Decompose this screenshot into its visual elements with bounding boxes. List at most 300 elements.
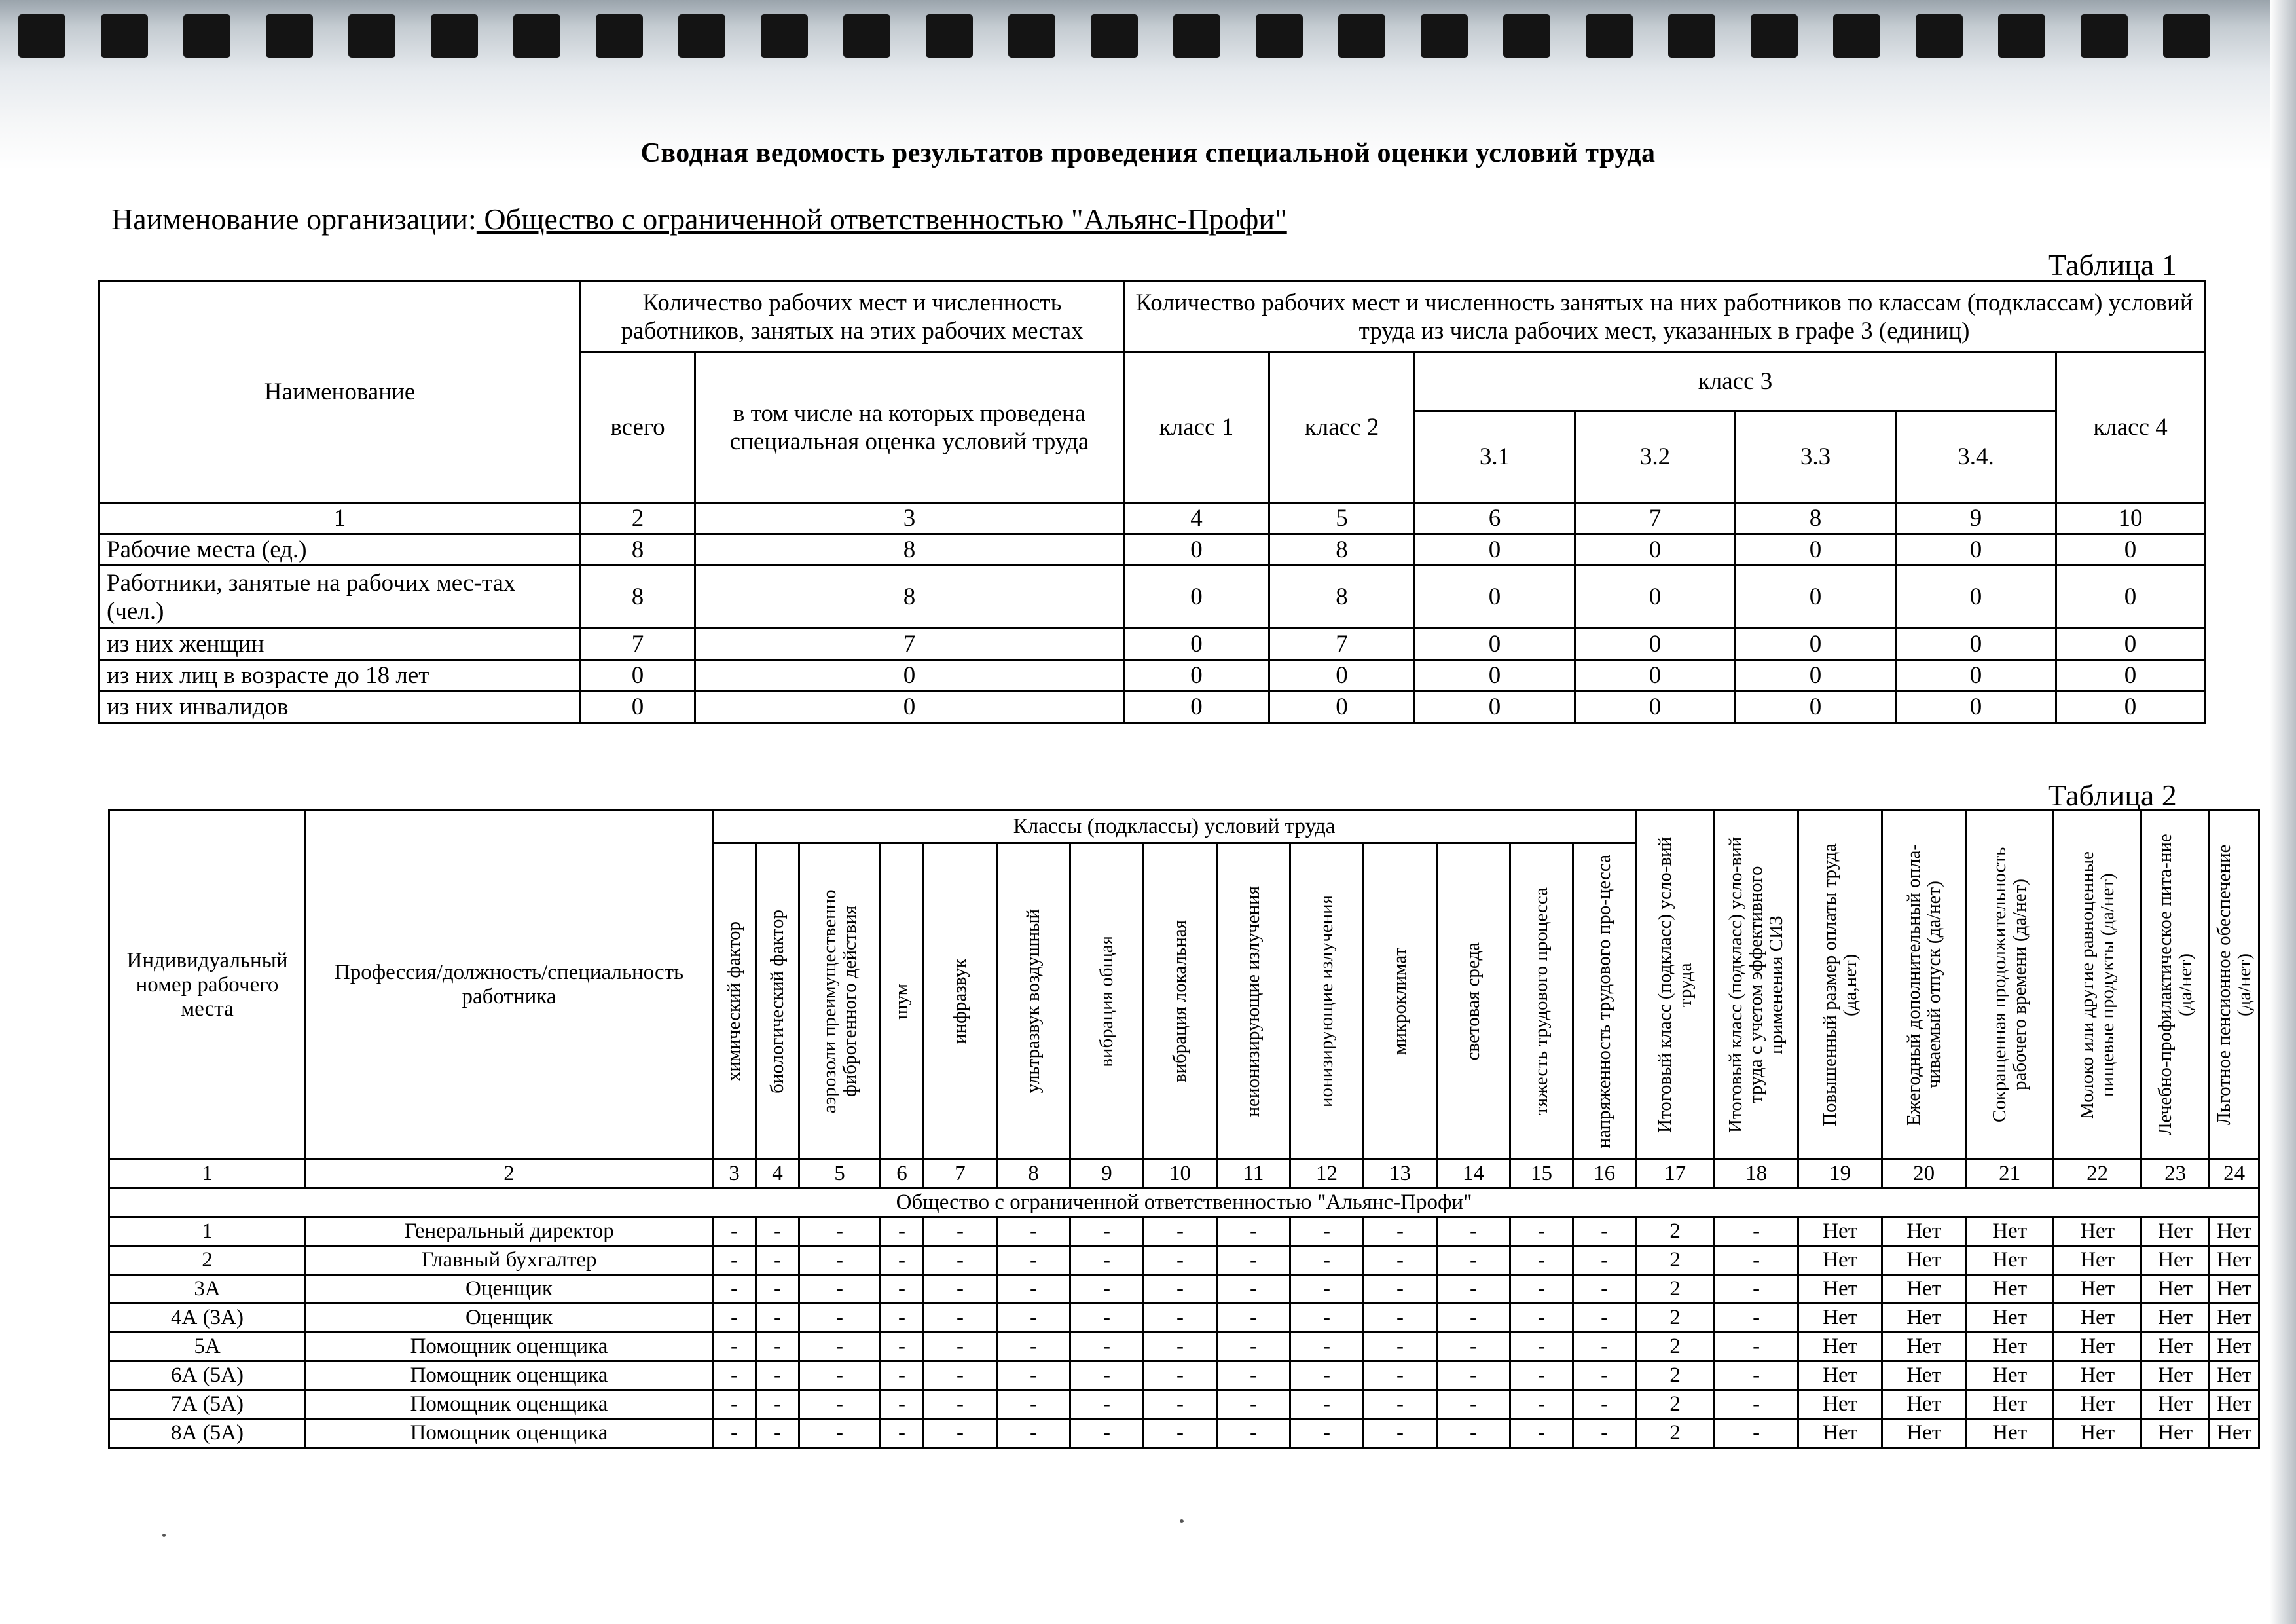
t2-header-id: Индивидуальный номер рабочего места (109, 811, 306, 1160)
t1-cell: 0 (1575, 692, 1736, 723)
t2-table-row (109, 1275, 2259, 1304)
t2-cell: Нет (1798, 1361, 1882, 1390)
t2-cell: Нет (2054, 1333, 2141, 1361)
t1-header-assessed: в том числе на которых проведена специальная оценка условий труда (695, 352, 1124, 503)
t2-column-number: 21 (1966, 1160, 2054, 1189)
t2-cell: - (1144, 1419, 1217, 1448)
t1-cell: 0 (1575, 629, 1736, 660)
t2-cell: Нет (2210, 1217, 2259, 1246)
t2-cell: Нет (2054, 1361, 2141, 1390)
t2-header-factor (1573, 843, 1636, 1160)
t2-row-id: 5А (109, 1333, 306, 1361)
t2-header-factor (924, 843, 997, 1160)
t2-cell: 2 (1636, 1333, 1715, 1361)
t1-column-number: 5 (1269, 503, 1415, 534)
t2-column-number: 7 (924, 1160, 997, 1189)
t2-header-factor-wrap (1146, 920, 1214, 1082)
t2-column-number: 24 (2210, 1160, 2259, 1189)
t2-cell: - (1573, 1275, 1636, 1304)
t2-header-factor-text: химический фактор (723, 921, 744, 1081)
binding-ring (348, 14, 395, 58)
t2-cell: - (713, 1333, 756, 1361)
t2-cell: Нет (1882, 1217, 1966, 1246)
binding-ring (1421, 14, 1468, 58)
t1-row-name: из них женщин (100, 629, 581, 660)
t2-cell: Нет (1882, 1246, 1966, 1275)
t2-cell: - (924, 1390, 997, 1419)
t1-cell: 0 (1415, 534, 1575, 566)
t1-table-row (100, 566, 2205, 629)
t2-cell: - (1437, 1361, 1510, 1390)
t2-header-classes-group: Классы (подклассы) условий труда (713, 811, 1636, 843)
t1-cell: 0 (581, 660, 695, 692)
t2-cell: Нет (1966, 1275, 2054, 1304)
t2-cell: - (799, 1419, 881, 1448)
t2-header-extra-text: Лечебно-профилактическое пита-ние (да/нет) (2154, 834, 2196, 1136)
binding-ring (596, 14, 643, 58)
t2-cell: 2 (1636, 1361, 1715, 1390)
t2-column-number: 16 (1573, 1160, 1636, 1189)
t2-row-id: 3А (109, 1275, 306, 1304)
t2-header-factor-wrap (801, 844, 878, 1158)
t2-cell: Нет (2141, 1390, 2210, 1419)
t2-header-factor-wrap (1072, 936, 1141, 1067)
t1-cell: 0 (1736, 660, 1896, 692)
t2-cell: - (1290, 1361, 1364, 1390)
t1-cell: 0 (581, 692, 695, 723)
t2-cell: - (1715, 1217, 1798, 1246)
t2-cell: - (1217, 1304, 1290, 1333)
t2-cell: - (1573, 1333, 1636, 1361)
t2-cell: - (997, 1333, 1070, 1361)
t1-cell: 0 (1736, 629, 1896, 660)
t2-header-extra-text: Сокращенная продолжительность рабочего времени (да/нет) (1988, 847, 2030, 1123)
t2-header-extra (1882, 811, 1966, 1160)
t1-cell: 0 (1896, 534, 2056, 566)
t2-cell: - (1144, 1333, 1217, 1361)
t2-cell: Нет (2141, 1419, 2210, 1448)
binding-ring (926, 14, 973, 58)
organization-label: Наименование организации: (111, 202, 477, 236)
t2-cell: - (1290, 1304, 1364, 1333)
t2-cell: - (756, 1419, 799, 1448)
t2-row-profession: Помощник оценщика (306, 1419, 713, 1448)
t2-cell: - (1510, 1246, 1573, 1275)
t2-cell: - (1715, 1390, 1798, 1419)
t2-cell: Нет (2141, 1246, 2210, 1275)
t1-cell: 0 (2056, 629, 2205, 660)
t2-cell: 2 (1636, 1419, 1715, 1448)
t2-header-factor (997, 843, 1070, 1160)
t2-cell: - (756, 1304, 799, 1333)
t2-header-factor-text: шум (891, 983, 912, 1020)
t1-column-number: 2 (581, 503, 695, 534)
t2-row-id: 8А (5А) (109, 1419, 306, 1448)
t2-cell: Нет (1966, 1361, 2054, 1390)
t2-header-factor-wrap (1292, 895, 1361, 1107)
t2-header-factor-wrap (883, 984, 921, 1020)
t2-header-extra (1966, 811, 2054, 1160)
t2-cell: - (1364, 1390, 1437, 1419)
t1-column-number: 3 (695, 503, 1124, 534)
t2-cell: - (756, 1217, 799, 1246)
t2-table-row (109, 1246, 2259, 1275)
t1-table-row (100, 660, 2205, 692)
t2-cell: - (1510, 1390, 1573, 1419)
t2-header-factor-text: неионизирующие излучения (1243, 885, 1264, 1117)
t1-cell: 0 (1269, 660, 1415, 692)
t2-cell: - (1715, 1304, 1798, 1333)
t1-header-class1: класс 1 (1124, 352, 1269, 503)
t2-cell: - (924, 1304, 997, 1333)
t2-header-extra-text: Ежегодный дополнительный опла-чиваемый отпуск (да/нет) (1903, 843, 1944, 1126)
binding-ring (1008, 14, 1055, 58)
t2-table-row (109, 1333, 2259, 1361)
t2-cell: - (1437, 1333, 1510, 1361)
t2-header-factor-wrap (1439, 942, 1508, 1060)
t2-column-number: 5 (799, 1160, 881, 1189)
t2-cell: Нет (1882, 1361, 1966, 1390)
t2-cell: 2 (1636, 1246, 1715, 1275)
t2-column-number: 19 (1798, 1160, 1882, 1189)
t2-column-number: 13 (1364, 1160, 1437, 1189)
t2-org-row: Общество с ограниченной ответственностью "Альянс-Профи" (109, 1189, 2259, 1217)
t2-cell: - (1070, 1275, 1144, 1304)
t2-header-factor-text: аэрозоли преимущественно фиброгенного действия (818, 889, 860, 1113)
t2-cell: Нет (2210, 1246, 2259, 1275)
t2-cell: - (713, 1390, 756, 1419)
t2-row-id: 4А (3А) (109, 1304, 306, 1333)
t1-cell: 0 (1575, 660, 1736, 692)
binding-ring (1833, 14, 1880, 58)
t2-cell: Нет (2210, 1361, 2259, 1390)
t2-cell: - (1144, 1217, 1217, 1246)
t2-header-factor (756, 843, 799, 1160)
t2-header-factor-text: световая среда (1463, 942, 1484, 1061)
t2-cell: Нет (1966, 1419, 2054, 1448)
t1-row-name: из них лиц в возрасте до 18 лет (100, 660, 581, 692)
t2-cell: - (1437, 1304, 1510, 1333)
t1-cell: 0 (1896, 566, 2056, 629)
t2-cell: - (756, 1333, 799, 1361)
t2-cell: - (1070, 1246, 1144, 1275)
t2-column-number: 12 (1290, 1160, 1364, 1189)
t1-column-number: 6 (1415, 503, 1575, 534)
t1-cell: 8 (1269, 534, 1415, 566)
t2-column-number: 20 (1882, 1160, 1966, 1189)
t1-column-number: 8 (1736, 503, 1896, 534)
t1-cell: 0 (1415, 566, 1575, 629)
t2-cell: - (713, 1275, 756, 1304)
t2-row-profession: Генеральный директор (306, 1217, 713, 1246)
t2-cell: - (1364, 1361, 1437, 1390)
t2-header-extra-wrap (1800, 828, 1880, 1142)
t2-cell: - (1070, 1390, 1144, 1419)
t2-cell: Нет (2054, 1275, 2141, 1304)
t2-cell: - (1070, 1361, 1144, 1390)
t2-column-number: 14 (1437, 1160, 1510, 1189)
t2-cell: - (1510, 1333, 1573, 1361)
binding-ring (18, 14, 65, 58)
t1-header-classes-group: Количество рабочих мест и численность занятых на них работников по классам (подклассам) условий труда из числа рабочих мест, указанных в графе 3 (единиц) (1124, 282, 2205, 352)
t2-cell: - (1510, 1304, 1573, 1333)
t2-cell: - (756, 1361, 799, 1390)
t1-row-name: Работники, занятые на рабочих мес-тах (чел.) (100, 566, 581, 629)
t2-cell: Нет (1966, 1246, 2054, 1275)
t2-cell: - (881, 1390, 924, 1419)
t2-cell: - (1217, 1419, 1290, 1448)
t2-cell: - (713, 1304, 756, 1333)
t2-row-profession: Помощник оценщика (306, 1333, 713, 1361)
t1-column-numbers-row (100, 503, 2205, 534)
t2-header-factor (881, 843, 924, 1160)
t2-column-number: 2 (306, 1160, 713, 1189)
t2-header-factor-text: вибрация локальная (1169, 919, 1190, 1083)
t2-header-factor (799, 843, 881, 1160)
binding-ring (1338, 14, 1385, 58)
t1-cell: 0 (2056, 566, 2205, 629)
t2-row-profession: Оценщик (306, 1304, 713, 1333)
binding-ring (183, 14, 230, 58)
t2-cell: - (1715, 1361, 1798, 1390)
t2-cell: - (1290, 1419, 1364, 1448)
t2-cell: - (881, 1217, 924, 1246)
t2-cell: - (1290, 1217, 1364, 1246)
binding-ring (1091, 14, 1138, 58)
t2-cell: - (713, 1246, 756, 1275)
t2-cell: Нет (1798, 1246, 1882, 1275)
t2-cell: Нет (2054, 1246, 2141, 1275)
t2-cell: - (1217, 1390, 1290, 1419)
t2-table-row (109, 1419, 2259, 1448)
t2-cell: - (1437, 1419, 1510, 1448)
t2-cell: - (799, 1217, 881, 1246)
t2-cell: - (924, 1333, 997, 1361)
t2-cell: - (799, 1275, 881, 1304)
t2-header-factor (1070, 843, 1144, 1160)
t2-row-profession: Помощник оценщика (306, 1361, 713, 1390)
t2-cell: - (881, 1246, 924, 1275)
t2-header-extra-text: Итоговый класс (подкласс) усло-вий труда с учетом эффективного применения СИЗ (1725, 836, 1787, 1134)
t2-cell: Нет (1966, 1304, 2054, 1333)
binding-ring (761, 14, 808, 58)
t2-header-factor-wrap (1512, 887, 1571, 1115)
binding-ring (1256, 14, 1303, 58)
t2-header-extra-wrap (1717, 828, 1796, 1142)
binding-ring (678, 14, 725, 58)
t1-column-number: 10 (2056, 503, 2205, 534)
t2-cell: - (881, 1419, 924, 1448)
t1-table-row (100, 692, 2205, 723)
t2-cell: Нет (2054, 1304, 2141, 1333)
t1-table-row (100, 534, 2205, 566)
t2-cell: - (799, 1361, 881, 1390)
t2-header-extra (2141, 811, 2210, 1160)
t2-cell: Нет (2054, 1390, 2141, 1419)
t1-cell: 8 (695, 566, 1124, 629)
t2-cell: - (799, 1304, 881, 1333)
t2-cell: - (1510, 1275, 1573, 1304)
t2-cell: Нет (1798, 1304, 1882, 1333)
t1-cell: 0 (1124, 692, 1269, 723)
binding-ring (1751, 14, 1798, 58)
scan-speck (162, 1534, 166, 1537)
t2-cell: - (1144, 1390, 1217, 1419)
t1-cell: 0 (1269, 692, 1415, 723)
t1-header-class4: класс 4 (2056, 352, 2205, 503)
t2-cell: - (997, 1246, 1070, 1275)
t2-cell: - (1217, 1361, 1290, 1390)
t1-cell: 0 (1736, 534, 1896, 566)
t2-cell: - (1144, 1361, 1217, 1390)
t2-header-extra-wrap (2212, 828, 2257, 1142)
t2-row-profession: Помощник оценщика (306, 1390, 713, 1419)
t2-cell: Нет (2210, 1419, 2259, 1448)
t2-header-factor (1364, 843, 1437, 1160)
t2-row-id: 6А (5А) (109, 1361, 306, 1390)
t2-column-number: 18 (1715, 1160, 1798, 1189)
t2-header-factor-wrap (926, 959, 994, 1044)
t2-cell: - (1070, 1217, 1144, 1246)
t2-header-factor-text: микроклимат (1389, 948, 1410, 1055)
t2-cell: - (881, 1333, 924, 1361)
t1-cell: 0 (1124, 629, 1269, 660)
t1-header-name: Наименование (100, 282, 581, 503)
t2-header-extra-wrap (2056, 828, 2139, 1142)
t2-cell: - (1715, 1333, 1798, 1361)
binding-ring (266, 14, 313, 58)
t1-cell: 0 (1124, 660, 1269, 692)
table1-workplace-summary (98, 280, 2206, 724)
t2-table-row (109, 1361, 2259, 1390)
t2-cell: - (997, 1275, 1070, 1304)
t2-cell: - (799, 1246, 881, 1275)
t2-header-factor (1437, 843, 1510, 1160)
t2-header-factor-text: вибрация общая (1096, 935, 1117, 1067)
t2-header-factor-text: тяжесть трудового процесса (1531, 887, 1552, 1115)
t2-cell: - (1070, 1304, 1144, 1333)
t2-header-factor (1144, 843, 1217, 1160)
t1-header-total: всего (581, 352, 695, 503)
t1-header-c32: 3.2 (1575, 411, 1736, 503)
binding-ring (2163, 14, 2210, 58)
t2-column-number: 23 (2141, 1160, 2210, 1189)
t2-cell: - (1573, 1217, 1636, 1246)
t2-cell: Нет (1882, 1304, 1966, 1333)
t2-cell: - (1573, 1304, 1636, 1333)
t2-header-factor (713, 843, 756, 1160)
t2-cell: - (1144, 1304, 1217, 1333)
t2-cell: - (997, 1419, 1070, 1448)
t2-cell: - (1437, 1390, 1510, 1419)
t2-header-profession: Профессия/должность/специальность работника (306, 811, 713, 1160)
t2-header-extra-text: Льготное пенсионное обеспечение (да/нет) (2213, 844, 2255, 1126)
t2-cell: - (713, 1419, 756, 1448)
t2-cell: - (1510, 1361, 1573, 1390)
t2-cell: - (1364, 1419, 1437, 1448)
t2-column-number: 1 (109, 1160, 306, 1189)
t2-cell: Нет (2141, 1333, 2210, 1361)
t2-cell: - (881, 1361, 924, 1390)
t2-column-number: 9 (1070, 1160, 1144, 1189)
t1-cell: 0 (1415, 629, 1575, 660)
binding-ring (513, 14, 560, 58)
t2-cell: Нет (2210, 1275, 2259, 1304)
binding-ring (1586, 14, 1633, 58)
table1-label: Таблица 1 (2048, 248, 2177, 282)
t2-cell: Нет (2054, 1217, 2141, 1246)
t2-cell: - (1364, 1246, 1437, 1275)
t1-cell: 0 (2056, 692, 2205, 723)
t2-cell: - (924, 1246, 997, 1275)
t1-cell: 0 (1575, 566, 1736, 629)
t2-cell: 2 (1636, 1390, 1715, 1419)
t2-cell: Нет (1798, 1333, 1882, 1361)
t1-column-number: 4 (1124, 503, 1269, 534)
t1-header-class2: класс 2 (1269, 352, 1415, 503)
t2-cell: - (1290, 1275, 1364, 1304)
t1-header-class3: класс 3 (1415, 352, 2056, 411)
t2-cell: - (924, 1217, 997, 1246)
t2-cell: - (1573, 1419, 1636, 1448)
t2-cell: - (1364, 1217, 1437, 1246)
t2-cell: - (1217, 1275, 1290, 1304)
binding-ring (1998, 14, 2045, 58)
t2-header-factor (1217, 843, 1290, 1160)
t2-column-number: 3 (713, 1160, 756, 1189)
t1-cell: 8 (581, 566, 695, 629)
t2-header-extra (2210, 811, 2259, 1160)
t2-cell: - (1573, 1390, 1636, 1419)
t2-column-numbers-row (109, 1160, 2259, 1189)
t2-cell: Нет (1798, 1390, 1882, 1419)
t2-cell: - (799, 1390, 881, 1419)
t2-cell: Нет (1798, 1275, 1882, 1304)
t2-header-extra (1715, 811, 1798, 1160)
t2-cell: - (924, 1275, 997, 1304)
t2-cell: Нет (2054, 1419, 2141, 1448)
binding-ring (1668, 14, 1715, 58)
t1-cell: 0 (1896, 660, 2056, 692)
t2-column-number: 4 (756, 1160, 799, 1189)
t2-column-number: 17 (1636, 1160, 1715, 1189)
t2-cell: - (713, 1361, 756, 1390)
t2-cell: - (924, 1361, 997, 1390)
t2-row-id: 7А (5А) (109, 1390, 306, 1419)
binding-ring (1173, 14, 1220, 58)
t2-cell: Нет (2210, 1390, 2259, 1419)
binding-ring (2081, 14, 2128, 58)
t2-cell: - (1290, 1333, 1364, 1361)
t2-cell: - (997, 1361, 1070, 1390)
scan-speck (1180, 1519, 1184, 1523)
t1-row-name: из них инвалидов (100, 692, 581, 723)
t1-cell: 0 (1415, 660, 1575, 692)
t1-cell: 0 (1124, 534, 1269, 566)
organization-name: Общество с ограниченной ответственностью "Альянс-Профи" (476, 202, 1287, 236)
t1-cell: 8 (1269, 566, 1415, 629)
t2-cell: - (1070, 1333, 1144, 1361)
t1-cell: 0 (1736, 566, 1896, 629)
t2-cell: - (713, 1217, 756, 1246)
t1-cell: 0 (2056, 660, 2205, 692)
t2-header-factor-text: ультразвук воздушный (1023, 909, 1044, 1094)
t1-cell: 0 (1575, 534, 1736, 566)
t2-header-factor-text: напряженность трудового про-цесса (1594, 854, 1615, 1149)
t2-header-extra (2054, 811, 2141, 1160)
t2-table-row (109, 1304, 2259, 1333)
t2-cell: - (881, 1304, 924, 1333)
